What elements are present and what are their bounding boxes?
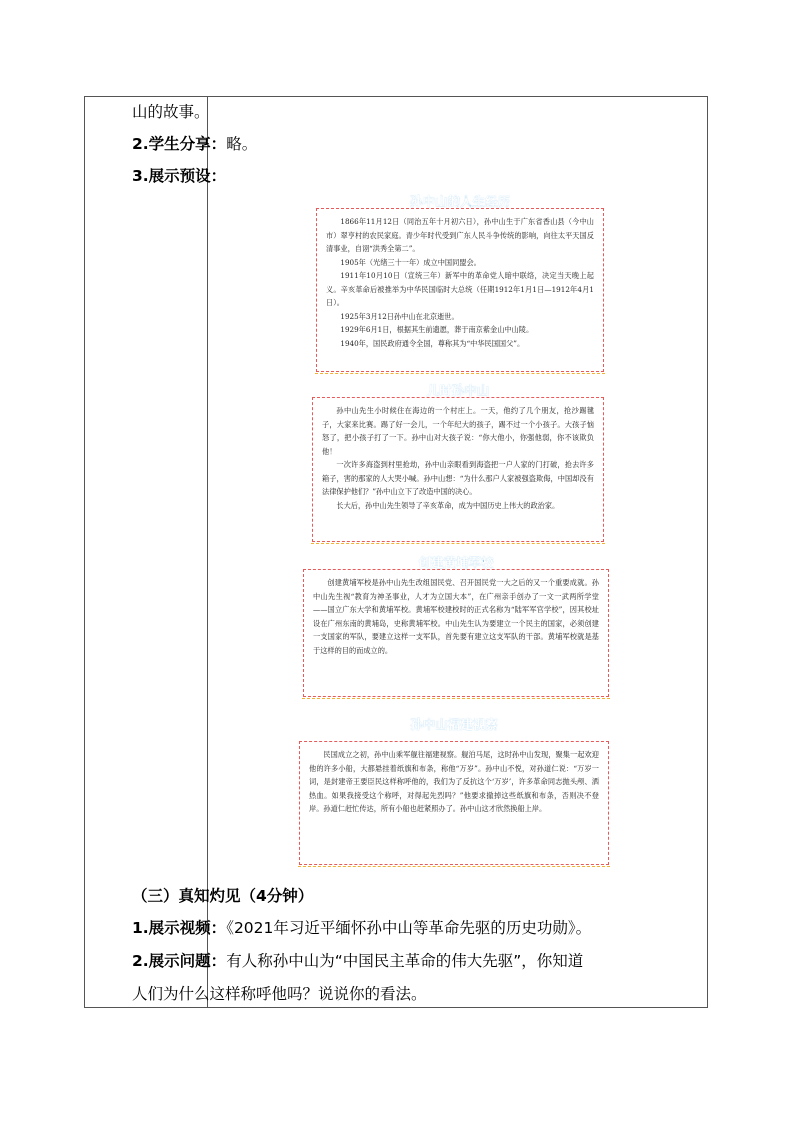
card-title-life: 孙中山的人生经历 bbox=[409, 194, 510, 209]
card-whampoa bbox=[303, 569, 609, 697]
card-fujian bbox=[299, 741, 609, 865]
preview-label: 3.展示预设： bbox=[132, 167, 227, 185]
question-line-2: 人们为什么这样称呼他吗？说说你的看法。 bbox=[132, 985, 427, 1003]
video-label: 1.展示视频： bbox=[132, 919, 227, 937]
card-title-whampoa: 创建黄埔军校 bbox=[418, 555, 494, 570]
column-divider bbox=[207, 97, 208, 1007]
question-text: 有人称孙中山为“中国民主革命的伟大先驱”，你知道 bbox=[226, 952, 584, 970]
video-text: 《2021年习近平缅怀孙中山等革命先驱的历史功勋》。 bbox=[226, 919, 592, 937]
card-title-fujian: 孙中山福建视察 bbox=[410, 717, 498, 732]
card-paragraph: 创建黄埔军校是孙中山先生改组国民党、召开国民党一大之后的又一个重要成就。孙中山先生视“教育为神圣事业，人才为立国大本”，在广州亲手创办了一文一武两所学堂——国立广东大学和黄埔军校。黄埔军校建校时的正式名称为“陆军军官学校”，因其校址设在广州东南的黄埔岛，史称黄埔军校。中山先生认为要建立一个民主的国家，必须创建一支国家的军队，要建立这样一支军队，首先要有建立这支军队的干部。黄埔军校就是基于这样的目的而成立的。 bbox=[313, 578, 599, 655]
card-paragraph: 一次许多海盗到村里抢劫，孙中山亲眼看到海盗把一户人家的门打破，抢去许多箱子，害的那家的人大哭小喊。孙中山想：“为什么那户人家被强盗欺侮，中国却没有法律保护他们？”孙中山立下了改造中国的决心。 bbox=[322, 460, 594, 496]
card-life-story bbox=[316, 208, 604, 372]
card-paragraph: 民国成立之初，孙中山乘军舰往福建视察。舰泊马尾，这时孙中山发现，聚集一起欢迎他的许多小船，大都悬挂着纸旗和布条，称他“万岁”。孙中山不悦，对孙道仁说：“万岁一词，是封建帝王要臣民这样称呼他的，我们为了反抗这个‘万岁’，许多革命同志抛头颅、洒热血。如果我接受这个称呼，对得起先烈吗？”他要求撤掉这些纸旗和布条，否则决不登岸。孙道仁赶忙传达，所有小船也赶紧照办了。孙中山这才欣然换船上岸。 bbox=[309, 750, 599, 813]
card-paragraph: 1905年（光绪三十一年）成立中国同盟会。 bbox=[340, 257, 481, 267]
card-paragraph: 长大后，孙中山先生领导了辛亥革命，成为中国历史上伟大的政治家。 bbox=[336, 500, 560, 510]
section-heading: （三）真知灼见（4分钟） bbox=[132, 887, 314, 905]
student-share-line bbox=[132, 134, 257, 154]
card-childhood bbox=[312, 397, 604, 542]
share-label: 2.学生分享： bbox=[132, 135, 227, 153]
card-title-childhood: 儿时孙中山 bbox=[426, 383, 490, 398]
video-line bbox=[132, 918, 591, 938]
question-line bbox=[132, 951, 583, 971]
card-paragraph: 1929年6月1日，根据其生前遗愿，葬于南京紫金山中山陵。 bbox=[340, 325, 534, 334]
card-paragraph: 孙中山先生小时候住在海边的一个村庄上。一天，他约了几个朋友，抢沙踢毽子，大家来比赛。踢了好一会儿，一个年纪大的孩子，踢不过一个小孩子。大孩子恼怒了，把小孩子打了一下。孙中山对大孩子说：“你大他小，你强他弱，你不该欺负他！ bbox=[322, 406, 594, 456]
card-paragraph: 1866年11月12日（同治五年十月初六日），孙中山生于广东省香山县（今中山市）翠亨村的农民家庭。青少年时代受到广东人民斗争传统的影响，向往太平天国反清事业，自诩“洪秀全第二”。 bbox=[326, 217, 594, 253]
question-label: 2.展示问题： bbox=[132, 952, 227, 970]
card-paragraph: 1925年3月12日孙中山在北京逝世。 bbox=[340, 311, 459, 321]
card-paragraph: 1911年10月10日（宣统三年）新军中的革命党人暗中联络，决定当天晚上起义。辛亥革命后被推举为中华民国临时大总统（任期1912年1月1日—1912年4月1日）。 bbox=[326, 271, 594, 307]
card-paragraph: 1940年，国民政府通令全国，尊称其为“中华民国国父”。 bbox=[340, 338, 525, 348]
intro-line: 山的故事。 bbox=[132, 103, 210, 121]
share-text: 略。 bbox=[226, 135, 258, 153]
